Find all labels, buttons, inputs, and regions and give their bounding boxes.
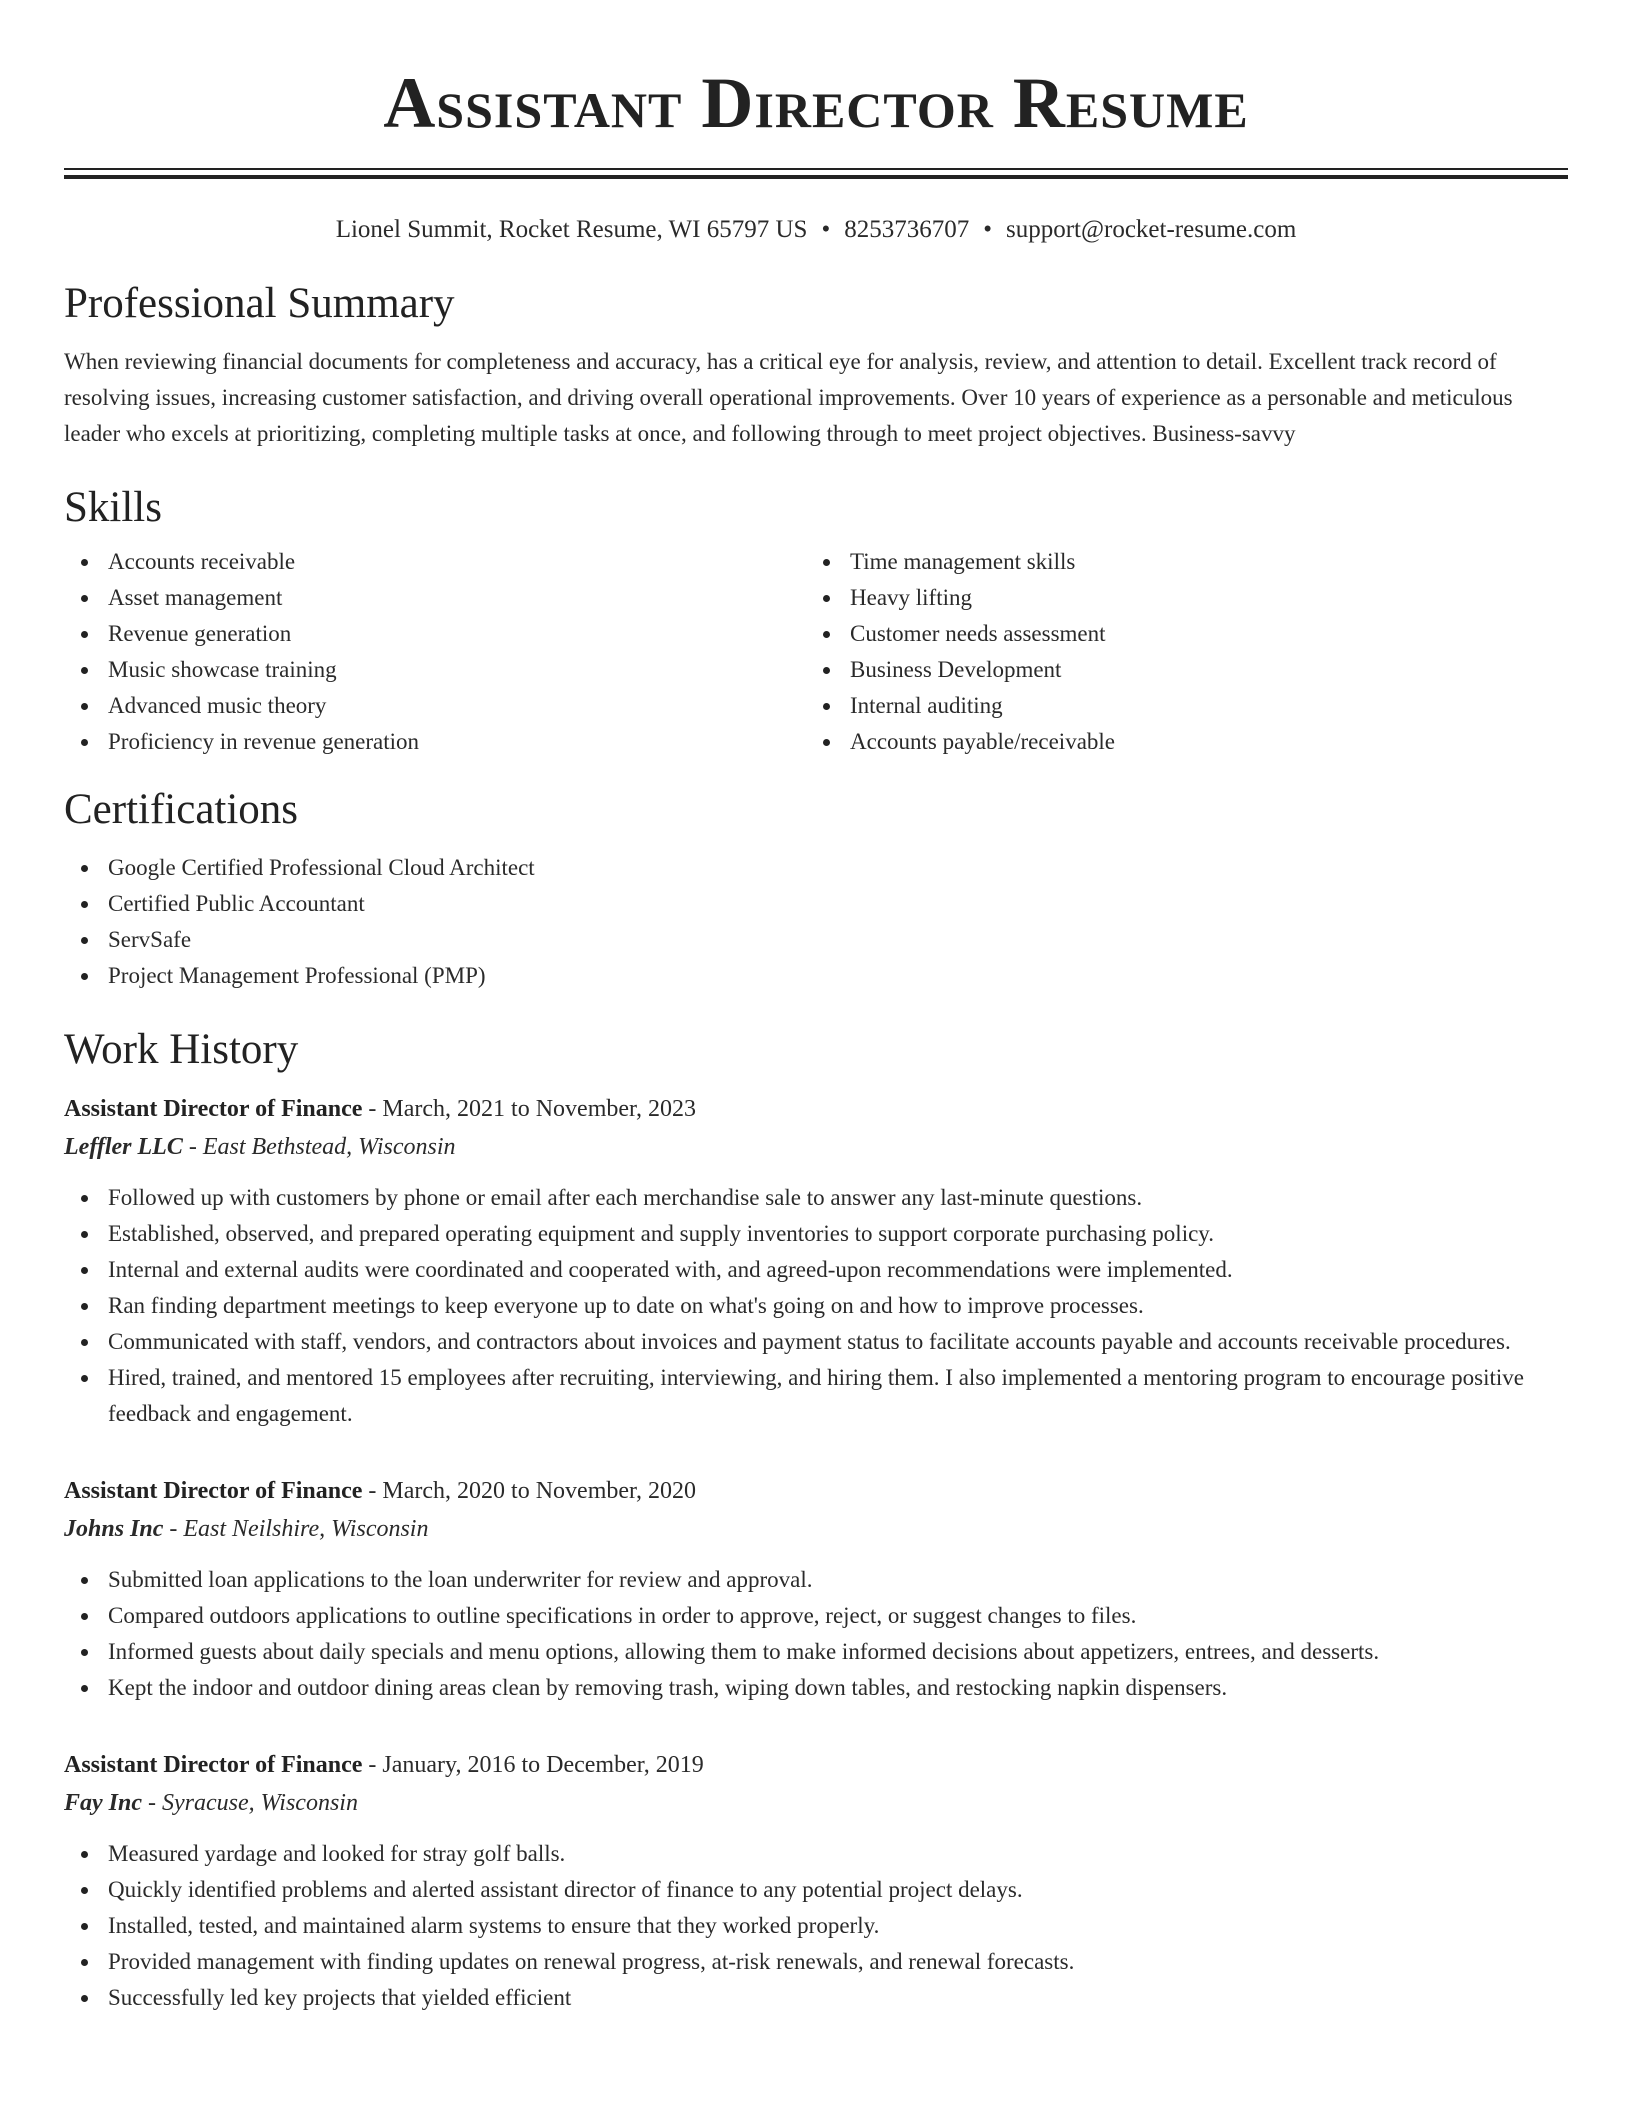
skill-item: Accounts payable/receivable — [806, 724, 1548, 760]
contact-line — [64, 214, 1568, 246]
job-duty-item: Installed, tested, and maintained alarm systems to ensure that they worked properly. — [64, 1908, 1568, 1944]
title-divider — [64, 168, 1568, 178]
skill-item: Customer needs assessment — [806, 616, 1548, 652]
job-title: Assistant Director of Finance — [64, 1096, 363, 1122]
skill-item: Proficiency in revenue generation — [64, 724, 806, 760]
skills-grid — [64, 544, 1568, 760]
skills-heading: Skills — [64, 484, 162, 531]
page-title: Assistant Director Resume — [383, 63, 1249, 143]
job-entry — [64, 1090, 1568, 1432]
job-duties-list — [64, 1836, 1568, 2016]
job-title: Assistant Director of Finance — [64, 1478, 363, 1504]
job-company: Leffler LLC — [64, 1134, 183, 1160]
job-company: Johns Inc — [64, 1516, 164, 1542]
job-duties-list — [64, 1562, 1568, 1706]
divider-thin-line — [64, 168, 1568, 170]
skills-column-left — [64, 544, 806, 760]
job-company-line — [64, 1510, 1568, 1548]
divider-thick-line — [64, 175, 1568, 179]
skill-item: Time management skills — [806, 544, 1548, 580]
work-history-heading: Work History — [64, 1026, 299, 1073]
skill-item: Internal auditing — [806, 688, 1548, 724]
job-duty-item: Kept the indoor and outdoor dining areas clean by removing trash, wiping down tables, and restocking napkin dispensers. — [64, 1670, 1568, 1706]
job-location: - East Neilshire, Wisconsin — [163, 1516, 429, 1542]
job-duty-item: Measured yardage and looked for stray golf balls. — [64, 1836, 1568, 1872]
skill-item: Heavy lifting — [806, 580, 1548, 616]
job-company-line — [64, 1784, 1568, 1822]
contact-separator: • — [983, 216, 992, 243]
job-location: - Syracuse, Wisconsin — [142, 1790, 358, 1816]
job-duty-item: Established, observed, and prepared operating equipment and supply inventories to support corporate purchasing policy. — [64, 1216, 1568, 1252]
job-duty-item: Quickly identified problems and alerted assistant director of finance to any potential project delays. — [64, 1872, 1568, 1908]
job-duty-item: Informed guests about daily specials and menu options, allowing them to make informed decisions about appetizers, entrees, and desserts. — [64, 1634, 1568, 1670]
skills-list-left — [64, 544, 806, 760]
skill-item: Asset management — [64, 580, 806, 616]
job-company: Fay Inc — [64, 1790, 142, 1816]
job-title: Assistant Director of Finance — [64, 1752, 363, 1778]
job-duties-list — [64, 1180, 1568, 1432]
certification-item: Project Management Professional (PMP) — [64, 958, 1568, 994]
summary-text: When reviewing financial documents for completeness and accuracy, has a critical eye for analysis, review, and attention to detail. Excellent track record of resolving issues, increasing customer satisfaction, and driving overall operational improvements. Over 10 years of experience as a personable and meticulous leader who excels at prioritizing, completing multiple tasks at once, and following through to meet project objectives. Business-savvy — [64, 349, 1513, 446]
job-dates: - March, 2020 to November, 2020 — [362, 1478, 697, 1504]
certifications-heading: Certifications — [64, 786, 299, 833]
job-duty-item: Ran finding department meetings to keep everyone up to date on what's going on and how to improve processes. — [64, 1288, 1568, 1324]
job-company-line — [64, 1128, 1568, 1166]
work-history-section — [64, 1024, 1568, 2016]
certification-item: ServSafe — [64, 922, 1568, 958]
skill-item: Advanced music theory — [64, 688, 806, 724]
job-duty-item: Successfully led key projects that yielded efficient — [64, 1980, 1568, 2016]
job-dates: - March, 2021 to November, 2023 — [362, 1096, 697, 1122]
job-duty-item: Communicated with staff, vendors, and contractors about invoices and payment status to facilitate accounts payable and accounts receivable procedures. — [64, 1324, 1568, 1360]
summary-section — [64, 278, 1568, 452]
skills-column-right — [806, 544, 1548, 760]
job-duty-item: Internal and external audits were coordinated and cooperated with, and agreed-upon recommendations were implemented. — [64, 1252, 1568, 1288]
job-dates: - January, 2016 to December, 2019 — [362, 1752, 704, 1778]
job-duty-item: Provided management with finding updates on renewal progress, at-risk renewals, and renewal forecasts. — [64, 1944, 1568, 1980]
skills-list-right — [806, 544, 1548, 760]
job-duty-item: Compared outdoors applications to outline specifications in order to approve, reject, or suggest changes to files. — [64, 1598, 1568, 1634]
summary-heading: Professional Summary — [64, 280, 455, 327]
certifications-list — [64, 850, 1568, 994]
job-entry — [64, 1746, 1568, 2016]
contact-separator: • — [821, 216, 831, 243]
resume-page — [64, 0, 1568, 2016]
job-title-line — [64, 1090, 1568, 1128]
certification-item: Certified Public Accountant — [64, 886, 1568, 922]
certifications-section — [64, 784, 1568, 994]
job-entry — [64, 1472, 1568, 1706]
skill-item: Music showcase training — [64, 652, 806, 688]
job-title-line — [64, 1746, 1568, 1784]
contact-phone: 8253736707 — [844, 216, 970, 243]
contact-address: Lionel Summit, Rocket Resume, WI 65797 US — [335, 216, 808, 243]
skills-section — [64, 482, 1568, 760]
skill-item: Accounts receivable — [64, 544, 806, 580]
contact-email: support@rocket-resume.com — [1005, 216, 1297, 243]
certification-item: Google Certified Professional Cloud Architect — [64, 850, 1568, 886]
skill-item: Revenue generation — [64, 616, 806, 652]
skill-item: Business Development — [806, 652, 1548, 688]
job-duty-item: Hired, trained, and mentored 15 employees after recruiting, interviewing, and hiring them. I also implemented a mentoring program to encourage positive feedback and engagement. — [64, 1360, 1568, 1432]
job-duty-item: Submitted loan applications to the loan underwriter for review and approval. — [64, 1562, 1568, 1598]
job-title-line — [64, 1472, 1568, 1510]
job-location: - East Bethstead, Wisconsin — [182, 1134, 456, 1160]
job-duty-item: Followed up with customers by phone or email after each merchandise sale to answer any last-minute questions. — [64, 1180, 1568, 1216]
